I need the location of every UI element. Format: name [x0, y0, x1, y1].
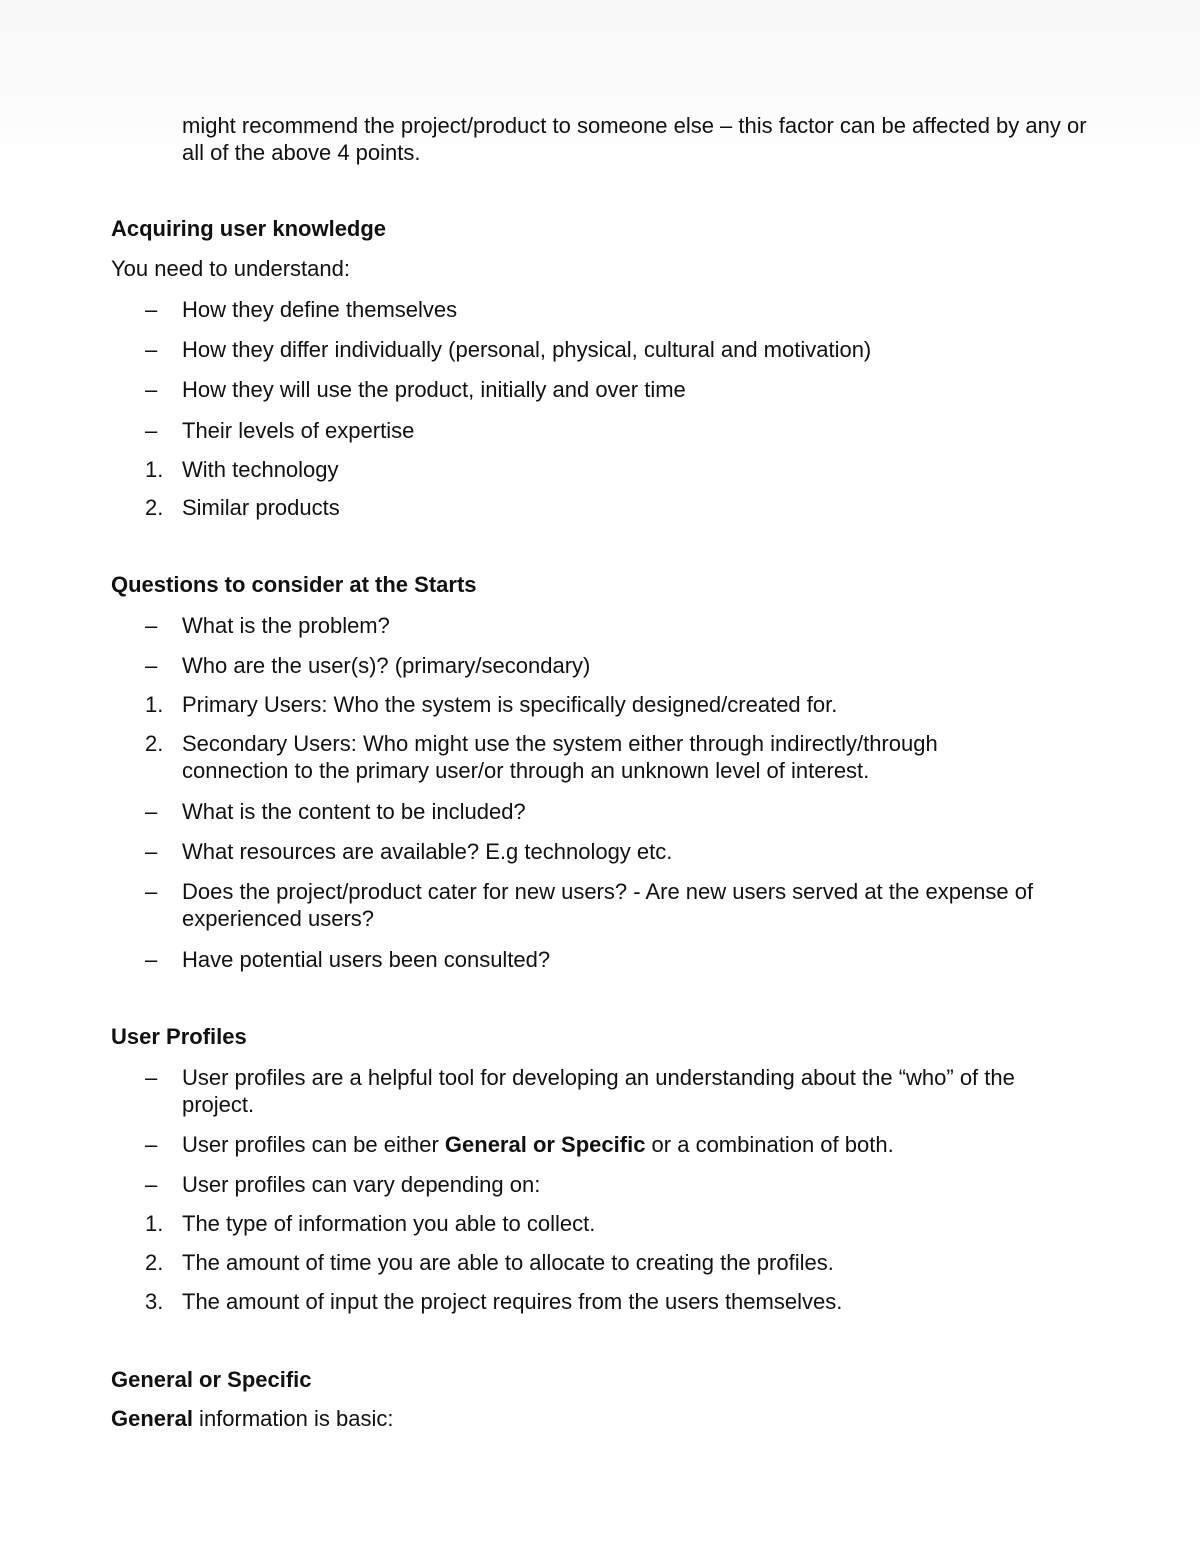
section1-lead: You need to understand:	[111, 256, 350, 281]
list-item-text: How they differ individually (personal, physical, cultural and motivation)	[182, 337, 872, 362]
list-item-text: The type of information you able to collect.	[182, 1211, 596, 1236]
dash-bullet: –	[145, 1065, 158, 1090]
list-item	[111, 1064, 1091, 1118]
dash-bullet: –	[145, 613, 158, 638]
list-item	[111, 1288, 1091, 1315]
dash-bullet: –	[145, 947, 158, 972]
list-item	[111, 1249, 1091, 1276]
list-item-text: Have potential users been consulted?	[182, 947, 551, 972]
number-marker: 1.	[145, 1211, 164, 1236]
list-item-text: With technology	[182, 457, 339, 482]
number-marker: 1.	[145, 457, 164, 482]
list-item-text: User profiles can vary depending on:	[182, 1172, 541, 1197]
dash-bullet: –	[145, 1132, 158, 1157]
number-marker: 1.	[145, 692, 164, 717]
dash-bullet: –	[145, 879, 158, 904]
bold-text-run: General	[111, 1406, 193, 1431]
intro-continuation: might recommend the project/product to someone else – this factor can be affected by any or all of the above 4 points.	[182, 113, 1087, 165]
list-item	[111, 1171, 1091, 1198]
heading-user-profiles: User Profiles	[111, 1024, 247, 1049]
list-item-text: Their levels of expertise	[182, 418, 415, 443]
list-item-text: What is the content to be included?	[182, 799, 526, 824]
list-item	[111, 798, 1091, 825]
dash-bullet: –	[145, 653, 158, 678]
list-item-text: User profiles are a helpful tool for developing an understanding about the “who” of the project.	[182, 1065, 1015, 1117]
dash-bullet: –	[145, 297, 158, 322]
dash-bullet: –	[145, 337, 158, 362]
number-marker: 2.	[145, 495, 164, 520]
bold-text-run: General or Specific	[444, 1132, 646, 1157]
list-item	[111, 730, 1091, 784]
list-item	[111, 417, 1091, 444]
list-item-text: How they will use the product, initially and over time	[182, 377, 686, 402]
heading-questions-to-consider: Questions to consider at the Starts	[111, 572, 477, 597]
list-item	[111, 494, 1091, 521]
list-item	[111, 1210, 1091, 1237]
number-marker: 2.	[145, 731, 164, 756]
dash-bullet: –	[145, 839, 158, 864]
text-run: or a combination of both.	[645, 1132, 894, 1157]
list-item	[111, 838, 1091, 865]
list-item-text: Who are the user(s)? (primary/secondary)	[182, 653, 591, 678]
list-item	[111, 456, 1091, 483]
text-run: User profiles can be either	[182, 1132, 445, 1157]
list-item	[111, 946, 1091, 973]
list-item	[111, 612, 1091, 639]
dash-bullet: –	[145, 418, 158, 443]
text-run: information is basic:	[192, 1406, 394, 1431]
list-item-text: Primary Users: Who the system is specifically designed/created for.	[182, 692, 838, 717]
heading-general-or-specific: General or Specific	[111, 1367, 312, 1392]
list-item-text: What resources are available? E.g technology etc.	[182, 839, 673, 864]
list-item	[111, 878, 1091, 932]
dash-bullet: –	[145, 377, 158, 402]
list-item-text: What is the problem?	[182, 613, 390, 638]
number-marker: 2.	[145, 1250, 164, 1275]
list-item-text: Secondary Users: Who might use the system either through indirectly/through connection to the primary user/or through an unknown level of interest.	[182, 731, 938, 783]
list-item	[111, 376, 1091, 403]
list-item	[111, 1131, 1091, 1158]
list-item-text: The amount of time you are able to allocate to creating the profiles.	[182, 1250, 834, 1275]
list-item	[111, 336, 1091, 363]
list-item	[111, 296, 1091, 323]
list-item-text: The amount of input the project requires from the users themselves.	[182, 1289, 843, 1314]
list-item-text	[182, 1131, 1091, 1158]
dash-bullet: –	[145, 1172, 158, 1197]
number-marker: 3.	[145, 1289, 164, 1314]
list-item	[111, 691, 1091, 718]
list-item-text: Similar products	[182, 495, 340, 520]
heading-acquiring-user-knowledge: Acquiring user knowledge	[111, 216, 387, 241]
list-item-text: Does the project/product cater for new users? - Are new users served at the expense of experienced users?	[182, 879, 1034, 931]
list-item-text: How they define themselves	[182, 297, 458, 322]
dash-bullet: –	[145, 799, 158, 824]
list-item	[111, 652, 1091, 679]
section4-lead	[111, 1405, 1091, 1433]
